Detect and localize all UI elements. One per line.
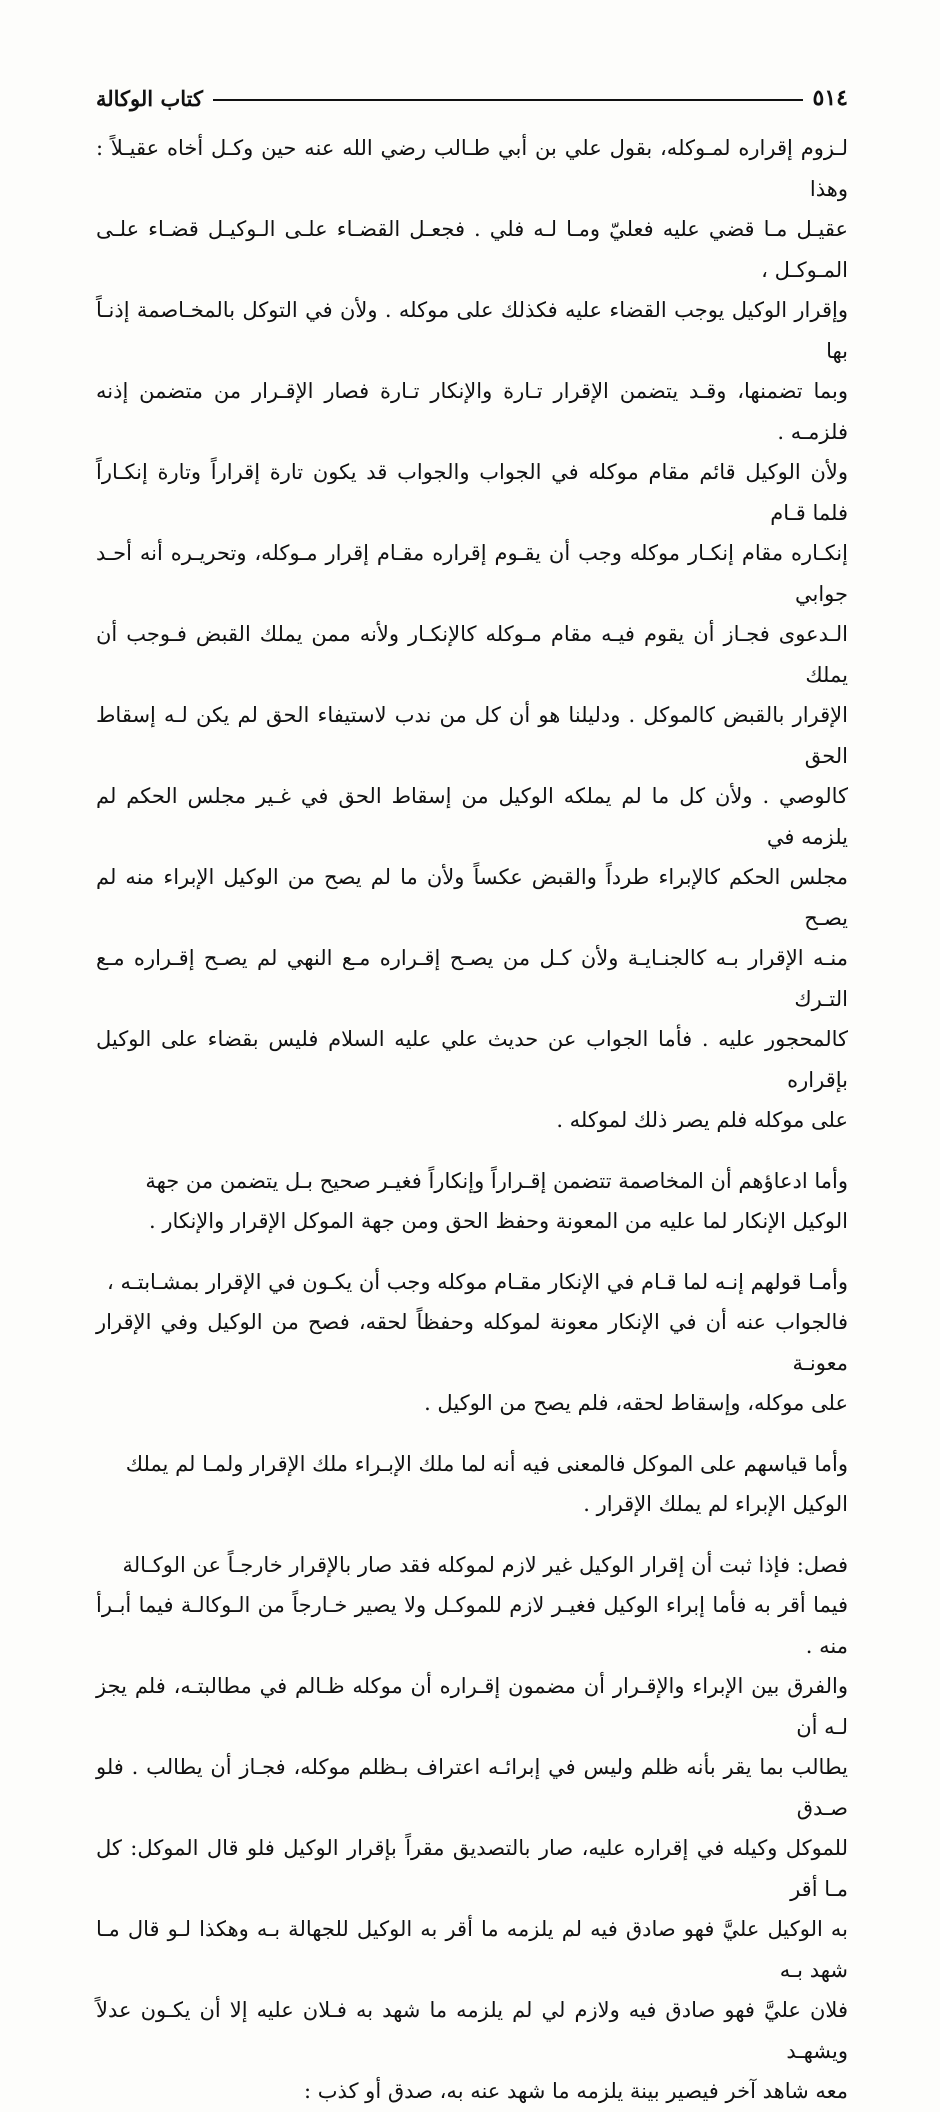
paragraph-4 xyxy=(96,1444,848,1525)
page-header xyxy=(96,78,848,118)
text-line: وإقرار الوكيل يوجب القضاء عليه فكذلك على موكله . ولأن في التوكل بالمخـاصمة إذنـاً بها xyxy=(96,298,848,363)
running-title: كتاب الوكالة xyxy=(96,85,203,111)
text-line: مجلس الحكم كالإبراء طرداً والقبض عكساً ولأن ما لم يصح من الوكيل الإبراء منه لم يصـح xyxy=(96,865,848,930)
paragraph-gap xyxy=(96,1525,848,1545)
paragraph-3 xyxy=(96,1262,848,1424)
text-line: لـزوم إقراره لمـوكله، بقول علي بن أبي طـالب رضي الله عنه حين وكـل أخاه عقيـلاً : وهذا xyxy=(96,136,848,201)
text-line: الوكيل الإبراء لم يملك الإقرار . xyxy=(583,1492,848,1516)
paragraph-gap xyxy=(96,1242,848,1262)
paragraph-1 xyxy=(96,128,848,1141)
paragraph-gap xyxy=(96,1141,848,1161)
text-line: على موكله فلم يصر ذلك لموكله . xyxy=(556,1108,848,1132)
paragraph-5 xyxy=(96,1545,848,2112)
text-line: الوكيل الإنكار لما عليه من المعونة وحفظ الحق ومن جهة الموكل الإقرار والإنكار . xyxy=(148,1209,848,1233)
paragraph-gap xyxy=(96,1424,848,1444)
text-line: للموكل وكيله في إقراره عليه، صار بالتصديق مقراً بإقرار الوكيل فلو قال الموكل: كل مـا أقر xyxy=(96,1836,848,1901)
text-line: فيما أقر به فأما إبراء الوكيل فغيـر لازم للموكـل ولا يصير خـارجاً من الـوكالـة فيما أبـرأ منه . xyxy=(96,1593,848,1658)
text-line: والفرق بين الإبراء والإقـرار أن مضمون إقـراره أن موكله ظـالم في مطالبتـه، فلم يجز لـه أن xyxy=(96,1674,848,1739)
text-line: منـه الإقرار بـه كالجنـايـة ولأن كـل من يصـح إقـراره مـع النهي لم يصـح إقـراره مـع التـرك xyxy=(96,946,848,1011)
text-line: وبما تضمنها، وقـد يتضمن الإقرار تـارة والإنكار تـارة فصار الإقـرار من متضمن إذنه فلزمـه . xyxy=(96,379,848,444)
text-line: فصل: فإذا ثبت أن إقرار الوكيل غير لازم لموكله فقد صار بالإقرار خارجـاً عن الوكـالة xyxy=(122,1552,848,1577)
text-line: الـدعوى فجـاز أن يقوم فيـه مقام مـوكله كالإنكـار ولأنه ممن يملك القبض فـوجب أن يملك xyxy=(96,622,848,687)
text-line: على موكله، وإسقاط لحقه، فلم يصح من الوكيل . xyxy=(424,1391,848,1415)
text-line: إنكـاره مقام إنكـار موكله وجب أن يقـوم إقراره مقـام إقرار مـوكله، وتحريـره أنه أحـد جوابي xyxy=(96,541,848,606)
text-line: كالوصي . ولأن كل ما لم يملكه الوكيل من إسقاط الحق في غـير مجلس الحكم لم يلزمه في xyxy=(96,784,848,849)
text-line: فالجواب عنه أن في الإنكار معونة لموكله وحفظاً لحقه، فصح من الوكيل وفي الإقرار معونـة xyxy=(96,1310,848,1375)
text-line: الإقرار بالقبض كالموكل . ودليلنا هو أن كل من ندب لاستيفاء الحق لم يكن لـه إسقاط الحق xyxy=(96,703,848,768)
text-line: وأما قياسهم على الموكل فالمعنى فيه أنه لما ملك الإبـراء ملك الإقرار ولمـا لم يملك xyxy=(125,1451,848,1476)
text-line: معه شاهد آخر فيصير بينة يلزمه ما شهد عنه به، صدق أو كذب : xyxy=(303,2079,848,2103)
paragraph-2 xyxy=(96,1161,848,1242)
text-line: وأمـا قولهم إنـه لما قـام في الإنكار مقـام موكله وجب أن يكـون في الإقرار بمشـابتـه ، xyxy=(107,1269,848,1294)
text-line: كالمحجور عليه . فأما الجواب عن حديث علي عليه السلام فليس بقضاء على الوكيل بإقراره xyxy=(96,1027,848,1092)
text-line: يطالب بما يقر بأنه ظلم وليس في إبرائـه اعتراف بـظلم موكله، فجـاز أن يطالب . فلو صـدق xyxy=(96,1755,848,1820)
text-line: وأما ادعاؤهم أن المخاصمة تتضمن إقـراراً وإنكاراً فغيـر صحيح بـل يتضمن من جهة xyxy=(145,1168,848,1193)
text-line: ولأن الوكيل قائم مقام موكله في الجواب والجواب قد يكون تارة إقراراً وتارة إنكـاراً فلما قـام xyxy=(96,460,848,525)
text-line: به الوكيل عليَّ فهو صادق فيه لم يلزمه ما أقر به الوكيل للجهالة بـه وهكذا لـو قال مـا شهد بـه xyxy=(96,1917,848,1982)
header-rule xyxy=(213,99,803,101)
page-number: ٥١٤ xyxy=(812,85,848,111)
text-line: عقيـل مـا قضي عليه فعليّ ومـا لـه فلي . فجعـل القضـاء علـى الـوكيـل قضـاء علـى المـوكـل ، xyxy=(96,217,848,282)
text-line: فلان عليَّ فهو صادق فيه ولازم لي لم يلزمه ما شهد به فـلان عليه إلا أن يكـون عدلاً ويشهـد xyxy=(96,1998,848,2063)
